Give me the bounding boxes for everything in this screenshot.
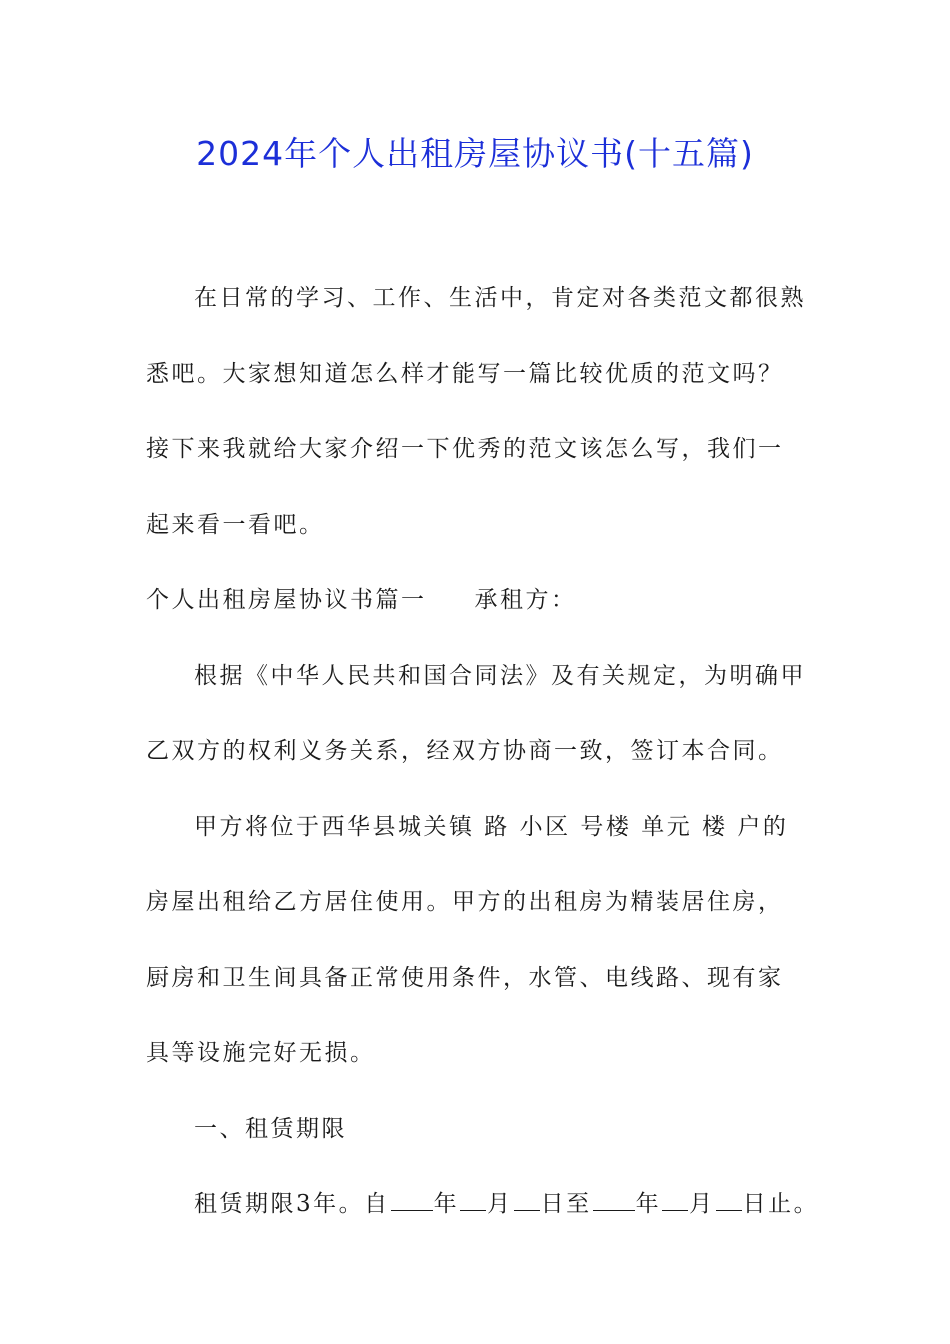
term-month-label: 月 (487, 1191, 513, 1217)
intro-paragraph: 在日常的学习、工作、生活中，肯定对各类范文都很熟悉吧。大家想知道怎么样才能写一篇比较优质的范文吗？接下来我就给大家介绍一下优秀的范文该怎么写，我们一起来看一看吧。 (146, 285, 806, 538)
document-title: 2024年个人出租房屋协议书(十五篇) (196, 134, 754, 173)
lease-term-line (146, 1167, 820, 1243)
property-paragraph: 甲方将位于西华县城关镇 路 小区 号楼 单元 楼 户的房屋出租给乙方居住使用。甲方的出租房为精装居住房，厨房和卫生间具备正常使用条件，水管、电线路、现有家具等设施完好无损。 (146, 813, 789, 1066)
term-prefix: 租赁期限3年。自 (194, 1191, 390, 1217)
start-day-blank (514, 1190, 540, 1211)
end-day-blank (716, 1190, 742, 1211)
term-end-month-label: 月 (689, 1191, 715, 1217)
basis-paragraph: 根据《中华人民共和国合同法》及有关规定，为明确甲乙双方的权利义务关系，经双方协商一致，签订本合同。 (146, 662, 806, 764)
document-body (146, 261, 820, 1243)
term-day-to-label: 日至 (540, 1191, 592, 1217)
end-year-blank (593, 1190, 635, 1211)
tenant-label: 承租方： (474, 587, 577, 613)
term-end-year-label: 年 (635, 1191, 662, 1217)
start-year-blank (391, 1190, 433, 1211)
section-heading-line (146, 563, 808, 639)
term-year-label: 年 (433, 1191, 460, 1217)
start-month-blank (460, 1190, 486, 1211)
clause-one-title: 一、租赁期限 (194, 1115, 347, 1142)
end-month-blank (662, 1190, 688, 1211)
term-end-label: 日止。 (742, 1191, 820, 1217)
section-heading: 个人出租房屋协议书篇一 (146, 587, 427, 613)
